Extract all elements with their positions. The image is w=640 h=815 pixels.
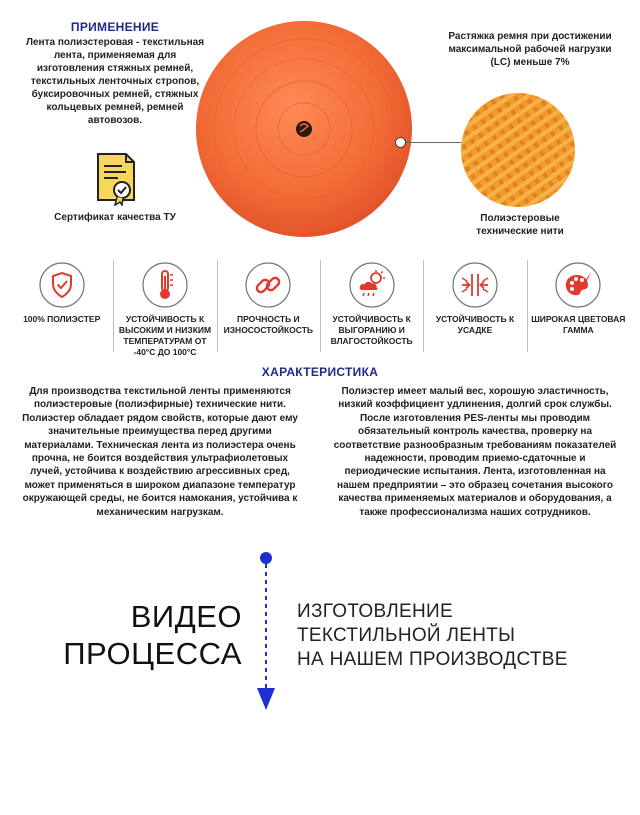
feature-durability: [217, 258, 320, 354]
video-description-line-1: ИЗГОТОВЛЕНИЕ: [297, 601, 453, 622]
feature-temperature: [113, 258, 216, 357]
feature-weather: [320, 258, 423, 354]
fibers-callout: Полиэстеровые технические нити: [476, 213, 564, 237]
feature-shrinkage: [423, 258, 526, 354]
features-row: [10, 258, 630, 357]
shrink-arrows-icon: [452, 262, 498, 308]
timeline-arrow-head: [257, 688, 275, 710]
certificate-label: Сертификат качества ТУ: [54, 212, 176, 223]
feature-label: УСТОЙЧИВОСТЬ К ВЫСОКИМ И НИЗКИМ ТЕМПЕРАТУРАМ ОТ -40°С ДО 100°С: [118, 314, 212, 357]
application-text: Лента полиэстеровая - текстильная лента, применяемая для изготовления стяжных ремней, текстильных ленточных стропов, буксировочных ремней, стяжных кольцевых ремней, ремней автовозов.: [25, 37, 205, 126]
certificate-block: [40, 150, 190, 223]
video-heading-line-2: ПРОЦЕССА: [63, 636, 242, 671]
characteristics-right-text: Полиэстер имеет малый вес, хорошую эластичность, низкий коэффициент удлинения, долгий срок службы. После изготовления PES-ленты мы проводим обязательный контроль качества, проверку на соответствие разнообразным требованиям показателей надежности, проводим приемо-сдаточные и периодические испытания. Лента, изготовленная на нашем предприятии – это образец сочетания высокого качества применяемых материалов и оборудования, а также профессионализма наших сотрудников.: [333, 386, 617, 518]
tape-spool-image: [195, 20, 413, 238]
feature-colors: [527, 258, 630, 354]
chain-link-icon: [245, 262, 291, 308]
palette-brush-icon: [555, 262, 601, 308]
feature-label: ПРОЧНОСТЬ И ИЗНОСОСТОЙКОСТЬ: [223, 314, 314, 335]
feature-label: ШИРОКАЯ ЦВЕТОВАЯ ГАММА: [531, 314, 626, 335]
thermometer-icon: [142, 262, 188, 308]
feature-label: УСТОЙЧИВОСТЬ К УСАДКЕ: [435, 314, 515, 335]
timeline-start-dot: [260, 552, 272, 564]
feature-label: 100% ПОЛИЭСТЕР: [23, 314, 101, 324]
stretch-callout: Растяжка ремня при достижении максимальной рабочей нагрузки (LC) меньше 7%: [448, 31, 612, 68]
video-description: [297, 600, 617, 672]
certificate-icon: [92, 150, 138, 206]
video-timeline-arrow[interactable]: [252, 550, 280, 715]
video-heading: [62, 598, 242, 672]
feature-polyester: [10, 258, 113, 354]
callout-pointer-line: [400, 142, 462, 143]
characteristics-title: ХАРАКТЕРИСТИКА: [261, 365, 379, 379]
callout-pointer-dot: [395, 137, 406, 148]
fiber-weave-image: [460, 92, 576, 208]
characteristics-left-text: Для производства текстильной ленты применяются полиэстеровые (полиэфирные) технические нити. Полиэстер обладает рядом свойств, которые дают ему значительные преимущества перед другими материалами. Техническая лента из полиэстера очень прочна, не боится воздействия ультрафиолетовых лучей, устойчива к воздействию агрессивных сред, может применяться в широком диапазоне температур окружающей среды, не боится намокания, устойчива к механическим нагрузкам.: [22, 386, 298, 518]
feature-label: УСТОЙЧИВОСТЬ К ВЫГОРАНИЮ И ВЛАГОСТОЙКОСТЬ: [330, 314, 413, 346]
sun-cloud-rain-icon: [349, 262, 395, 308]
application-title: ПРИМЕНЕНИЕ: [70, 20, 160, 34]
application-section: [20, 20, 210, 127]
shield-check-icon: [39, 262, 85, 308]
video-description-line-3: НА НАШЕМ ПРОИЗВОДСТВЕ: [297, 649, 568, 670]
video-heading-line-1: ВИДЕО: [130, 599, 242, 634]
video-description-line-2: ТЕКСТИЛЬНОЙ ЛЕНТЫ: [297, 625, 516, 646]
